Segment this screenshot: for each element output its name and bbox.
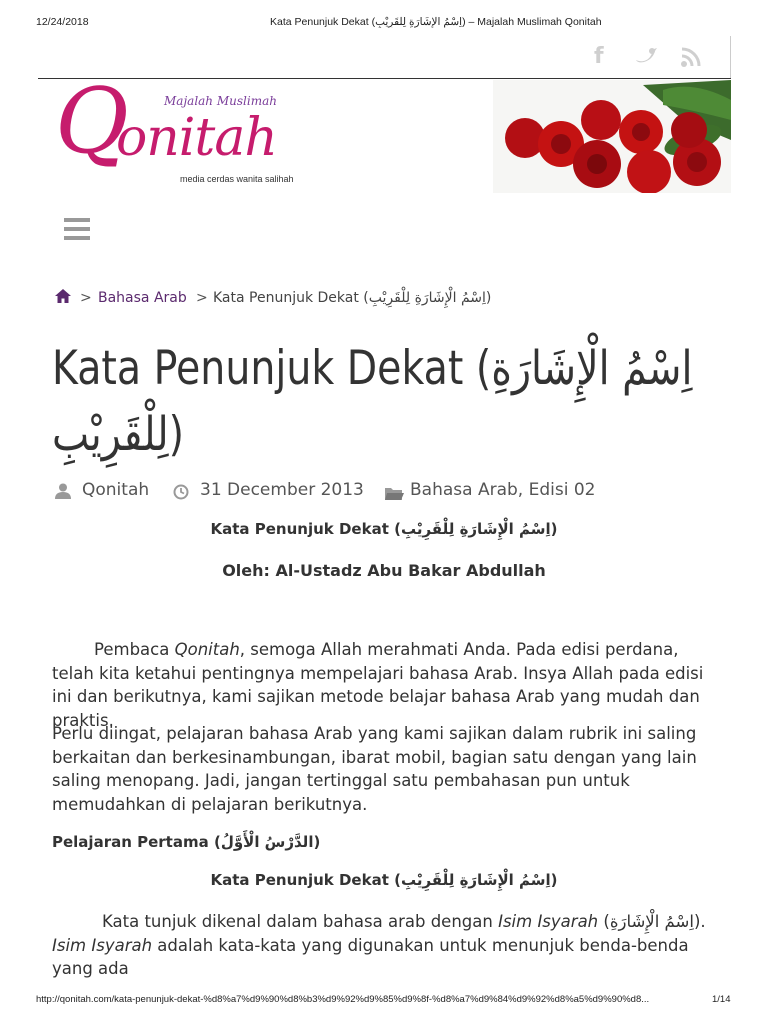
paragraph-2: Perlu diingat, pelajaran bahasa Arab yang kami sajikan dalam rubrik ini saling berkaitan dan berkesinambungan, ibarat mobil, bagian satu dengan yang lain saling menopang. Jadi, jangan tertinggal satu pembahasan pun untuk memudahkan di pelajaran berikutnya. (52, 724, 697, 814)
breadcrumb-category[interactable]: Bahasa Arab (98, 290, 187, 306)
paragraph-1: Pembaca Qonitah, semoga Allah merahmati Anda. Pada edisi perdana, telah kita ketahui pentingnya mempelajari bahasa Arab. Insya Allah pada edisi ini dan berikutnya, kami sajikan metode belajar bahasa Arab yang mudah dan praktis. (52, 640, 704, 730)
post-author[interactable]: Qonitah (82, 480, 150, 500)
title-line-2: لِلْقَرِيْبِ) (52, 407, 185, 462)
post-categories[interactable]: Bahasa Arab, Edisi 02 (410, 480, 596, 500)
paragraph-3: Kata tunjuk dikenal dalam bahasa arab dengan Isim Isyarah (اِسْمُ الْإِشَارَةِ). Isim Isyarah adalah kata-kata yang digunakan untuk menunjuk benda-benda yang ada (52, 912, 706, 978)
logo-onitah: onitah (116, 108, 277, 168)
logo-tagline: media cerdas wanita salihah (180, 174, 294, 184)
title-line-1: Kata Penunjuk Dekat (اِسْمُ الْإِشَارَةِ (52, 341, 693, 396)
breadcrumb-separator: > (80, 290, 92, 306)
print-date: 12/24/2018 (36, 16, 89, 28)
print-page-number: 1/14 (712, 994, 731, 1005)
section-heading: Kata Penunjuk Dekat (اِسْمُ الْإِشَارَةِ لِلْقَرِيْبِ) (210, 871, 558, 889)
author-icon (54, 483, 72, 503)
post-date: 31 December 2013 (200, 480, 364, 500)
print-title: Kata Penunjuk Dekat (اِسْمُ الْإِشَارَةِ لِلْقَرِيْبِ) – Majalah Muslimah Qonitah (270, 16, 602, 28)
breadcrumb-current: Kata Penunjuk Dekat (اِسْمُ الْإِشَارَةِ لِلْقَرِيْبِ) (213, 290, 492, 306)
roses-banner-image (493, 80, 731, 193)
clock-icon (173, 484, 189, 504)
facebook-icon[interactable]: f (594, 44, 604, 69)
rss-icon[interactable] (680, 46, 702, 74)
header-rule (38, 78, 731, 79)
menu-icon[interactable] (64, 218, 90, 245)
article-byline: Oleh: Al-Ustadz Abu Bakar Abdullah (222, 561, 546, 580)
twitter-icon[interactable] (634, 46, 658, 72)
page-title (52, 336, 742, 476)
home-icon[interactable] (55, 288, 75, 308)
logo-majalah: Majalah Muslimah (164, 94, 277, 108)
header-divider (730, 36, 731, 79)
article-heading: Kata Penunjuk Dekat (اِسْمُ الْإِشَارَةِ لِلْقَرِيْبِ) (210, 520, 558, 538)
lesson-heading: Pelajaran Pertama (الدَّرْسُ الْأَوَّلُ) (52, 833, 321, 851)
folder-icon (385, 485, 404, 504)
site-logo[interactable] (52, 69, 312, 192)
print-url: http://qonitah.com/kata-penunjuk-dekat-%d8%a7%d9%90%d8%b3%d9%92%d9%85%d9%8f-%d8%a7%d9%84%d9%92%d8%a5%d9%90%d8... (36, 994, 650, 1005)
logo-q: Q (55, 69, 129, 174)
breadcrumb-separator: > (196, 290, 208, 306)
